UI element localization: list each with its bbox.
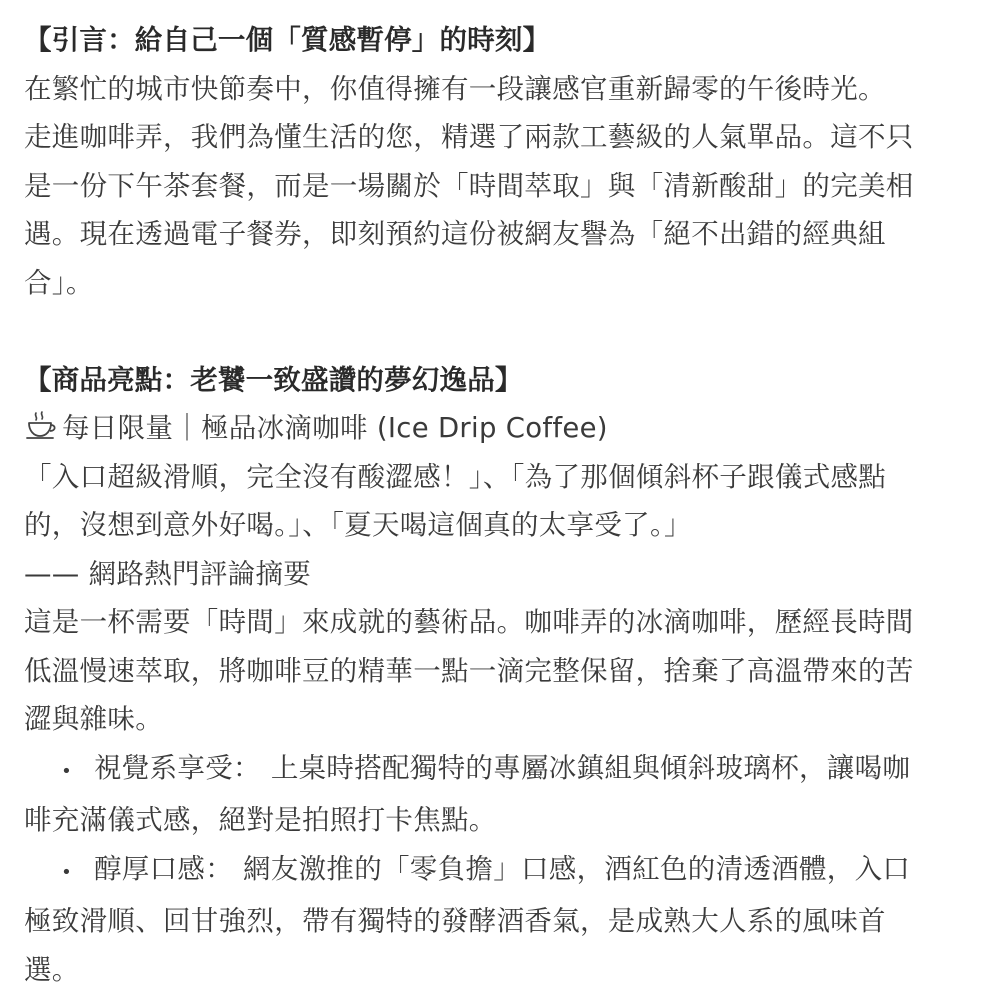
intro-line: 合」。 [24,259,976,308]
review-quote: 的，沒想到意外好喝。」、「夏天喝這個真的太享受了。」 [24,501,976,550]
highlights-heading: 【商品亮點：老饕一致盛讚的夢幻逸品】 [24,356,976,405]
bullet-item-taste [24,845,976,898]
description-line: 低溫慢速萃取，將咖啡豆的精華一點一滴完整保留，捨棄了高溫帶來的苦 [24,647,976,696]
bullet-item-visual [24,744,976,797]
intro-line: 是一份下午茶套餐，而是一場關於「時間萃取」與「清新酸甜」的完美相 [24,162,976,211]
intro-heading: 【引言：給自己一個「質感暫停」的時刻】 [24,16,976,65]
bullet-label: 醇厚口感： [94,845,233,894]
bullet-dot: • [24,748,94,797]
product-title-row [24,404,976,453]
bullet-text-continued: 啡充滿儀式感，絕對是拍照打卡焦點。 [24,796,976,845]
bullet-text-continued: 極致滑順、回甘強烈，帶有獨特的發酵酒香氣，是成熟大人系的風味首 [24,897,976,946]
bullet-text: 網友激推的「零負擔」口感，酒紅色的清透酒體，入口 [243,845,910,894]
description-line: 這是一杯需要「時間」來成就的藝術品。咖啡弄的冰滴咖啡，歷經長時間 [24,598,976,647]
section-spacer [24,307,976,356]
bullet-text-continued: 選。 [24,946,976,994]
intro-line: 走進咖啡弄，我們為懂生活的您，精選了兩款工藝級的人氣單品。這不只 [24,113,976,162]
review-quote: 「入口超級滑順，完全沒有酸澀感！」、「為了那個傾斜杯子跟儀式感點 [24,453,976,502]
coffee-cup-icon [24,409,58,443]
intro-line: 遇。現在透過電子餐券，即刻預約這份被網友譽為「絕不出錯的經典組 [24,210,976,259]
review-attribution: —— 網路熱門評論摘要 [24,550,976,599]
description-line: 澀與雜味。 [24,695,976,744]
bullet-dot: • [24,849,94,898]
bullet-label: 視覺系享受： [94,744,261,793]
bullet-text: 上桌時搭配獨特的專屬冰鎮組與傾斜玻璃杯，讓喝咖 [271,744,910,793]
intro-line: 在繁忙的城市快節奏中，你值得擁有一段讓感官重新歸零的午後時光。 [24,65,976,114]
product-title: 每日限量｜極品冰滴咖啡 (Ice Drip Coffee) [62,412,608,444]
